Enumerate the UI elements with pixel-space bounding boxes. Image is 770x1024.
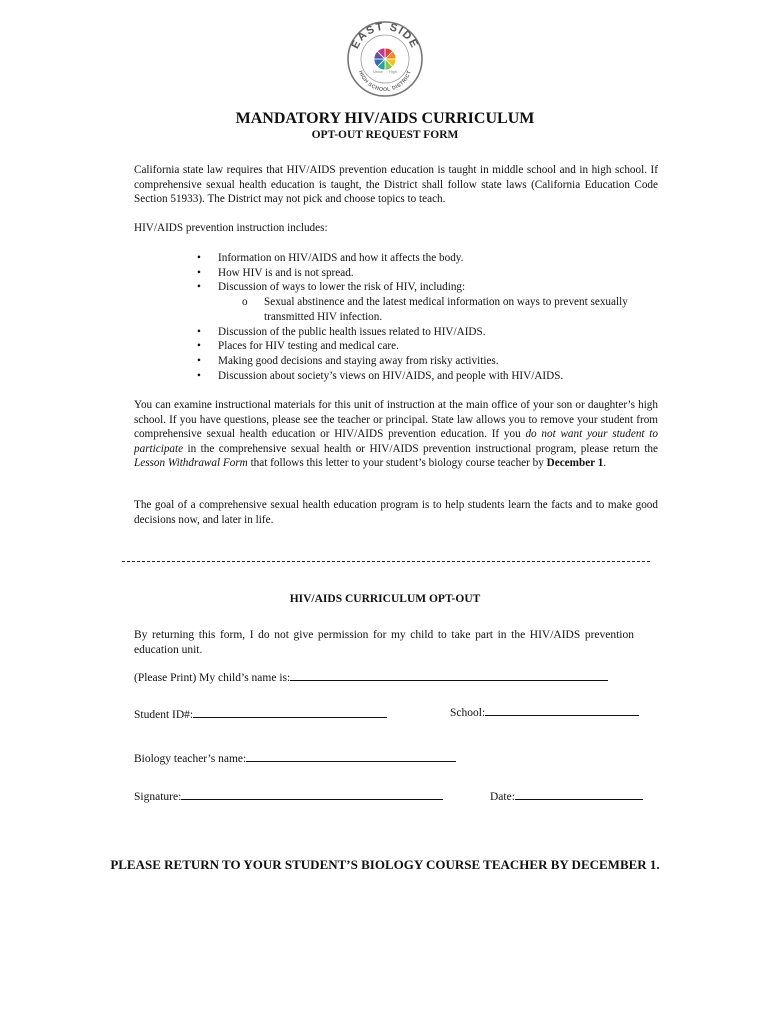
date-field bbox=[490, 789, 643, 803]
child-name-label: (Please Print) My child’s name is: bbox=[134, 672, 291, 684]
district-logo bbox=[346, 20, 424, 98]
includes-heading: HIV/AIDS prevention instruction includes: bbox=[134, 222, 328, 234]
optout-statement: By returning this form, I do not give permission for my child to take part in the HIV/AIDS prevention education unit. bbox=[134, 629, 634, 656]
goal-paragraph: The goal of a comprehensive sexual health education program is to help students learn the facts and to make good decisions now, and later in life. bbox=[134, 499, 658, 526]
logo-inner-right: High bbox=[389, 70, 397, 74]
bio-teacher-field bbox=[134, 751, 456, 765]
date-input[interactable] bbox=[515, 789, 643, 800]
student-id-input[interactable] bbox=[193, 707, 387, 718]
list-item: • How HIV is and is not spread. bbox=[197, 266, 354, 279]
child-name-field bbox=[134, 670, 608, 684]
intro-paragraph: California state law requires that HIV/AIDS prevention education is taught in middle school and in high school. If comprehensive sexual health education is taught, the District shall follow state laws (California Education Code Section 51933). The District may not pick and choose topics to teach. bbox=[134, 164, 658, 206]
logo-top-text: EAST SIDE bbox=[349, 20, 421, 51]
list-item: • Making good decisions and staying away from risky activities. bbox=[197, 354, 499, 367]
sub-list-item-continued: transmitted HIV infection. bbox=[264, 310, 383, 323]
return-instruction: PLEASE RETURN TO YOUR STUDENT’S BIOLOGY COURSE TEACHER BY DECEMBER 1. bbox=[110, 857, 660, 872]
bullet-icon: • bbox=[197, 281, 201, 294]
list-item: • Information on HIV/AIDS and how it affects the body. bbox=[197, 252, 464, 264]
list-item: • Discussion about society’s views on HIV/AIDS, and people with HIV/AIDS. bbox=[197, 369, 564, 382]
list-item: • Places for HIV testing and medical care. bbox=[197, 340, 399, 353]
bullet-icon: • bbox=[197, 340, 201, 353]
optout-title: HIV/AIDS CURRICULUM OPT-OUT bbox=[289, 593, 481, 605]
bullet-icon: • bbox=[197, 354, 201, 367]
signature-input[interactable] bbox=[181, 789, 443, 800]
materials-paragraph: You can examine instructional materials for this unit of instruction at the main office of your son or daughter’s high school. If you have questions, please see the teacher or principal. State law allows you to remove your student from comprehensive sexual health education or HIV/AIDS prevention education. If you do not want your student to participate in the comprehensive sexual health or HIV/AIDS prevention instructional program, please return the Lesson Withdrawal Form that follows this letter to your student’s biology course teacher by December 1. bbox=[134, 399, 658, 470]
cut-line-divider bbox=[122, 561, 650, 562]
logo-color-wheel bbox=[374, 48, 396, 70]
school-field bbox=[450, 705, 639, 719]
bullet-icon: • bbox=[197, 252, 201, 264]
signature-label: Signature: bbox=[134, 791, 182, 803]
topics-list bbox=[134, 251, 658, 383]
child-name-input[interactable] bbox=[290, 670, 608, 681]
logo-inner-left: Union bbox=[373, 70, 383, 74]
school-label: School: bbox=[450, 707, 486, 719]
student-id-field bbox=[134, 707, 387, 721]
list-item: • Discussion of ways to lower the risk of HIV, including: bbox=[197, 281, 466, 294]
sub-bullet-icon: o bbox=[242, 296, 248, 309]
page-subtitle: OPT-OUT REQUEST FORM bbox=[311, 129, 459, 141]
bullet-icon: • bbox=[197, 266, 201, 279]
bullet-icon: • bbox=[197, 325, 201, 338]
page-title: MANDATORY HIV/AIDS CURRICULUM bbox=[235, 110, 535, 127]
bullet-icon: • bbox=[197, 369, 201, 382]
logo-bottom-text: HIGH SCHOOL DISTRICT bbox=[357, 69, 413, 94]
school-input[interactable] bbox=[485, 705, 639, 716]
student-id-label: Student ID#: bbox=[134, 709, 194, 721]
sub-list-item: o Sexual abstinence and the latest medical information on ways to prevent sexually bbox=[242, 296, 628, 309]
bio-teacher-input[interactable] bbox=[246, 751, 456, 762]
bio-teacher-label: Biology teacher’s name: bbox=[134, 753, 247, 765]
signature-field bbox=[134, 789, 443, 803]
date-label: Date: bbox=[490, 791, 515, 803]
list-item: • Discussion of the public health issues related to HIV/AIDS. bbox=[197, 325, 486, 338]
